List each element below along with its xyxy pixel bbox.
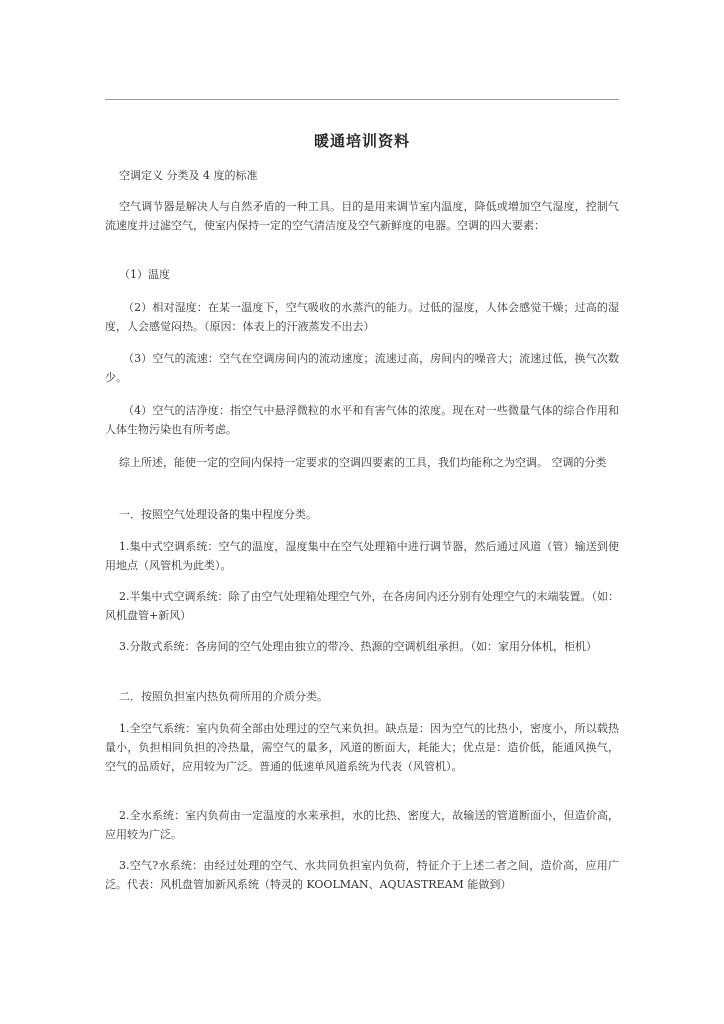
section-heading-by-concentration: 一．按照空气处理设备的集中程度分类。 bbox=[119, 508, 317, 521]
section-heading-definition: 空调定义 分类及 4 度的标准 bbox=[119, 169, 258, 182]
paragraph-element-humidity: （2）相对湿度：在某一温度下，空气吸收的水蒸汽的能力。过低的湿度，人体会感觉干燥；过高的湿度，人会感觉闷热。（原因：体表上的汗液蒸发不出去） bbox=[105, 301, 619, 333]
paragraph-air-conditioner-definition: 空气调节器是解决人与自然矛盾的一种工具。目的是用来调节室内温度，降低或增加空气湿度，控制气流速度并过滤空气，使室内保持一定的空气清洁度及空气新鲜度的电器。空调的四大要素： bbox=[105, 200, 619, 232]
paragraph-semi-centralized-system: 2.半集中式空调系统：除了由空气处理箱处理空气外，在各房间内还分别有处理空气的末端装置。（如：风机盘管+新风） bbox=[105, 590, 619, 622]
paragraph-air-water-system: 3.空气?水系统：由经过处理的空气、水共同负担室内负荷，特征介于上述二者之间，造价高，应用广泛。代表：风机盘管加新风系统（特灵的 KOOLMAN、AQUASTREAM 能做到） bbox=[105, 859, 619, 891]
header-rule bbox=[105, 99, 619, 100]
paragraph-element-airflow: （3）空气的流速：空气在空调房间内的流动速度；流速过高，房间内的噪音大；流速过低，换气次数少。 bbox=[105, 352, 619, 384]
paragraph-centralized-system: 1.集中式空调系统：空气的温度，湿度集中在空气处理箱中进行调节器，然后通过风道（管）输送到使用地点（风管机为此类）。 bbox=[105, 540, 619, 572]
paragraph-element-cleanliness: （4）空气的洁净度：指空气中悬浮微粒的水平和有害气体的浓度。现在对一些微量气体的综合作用和人体生物污染也有所考虑。 bbox=[105, 404, 619, 436]
document-title: 暖通培训资料 bbox=[313, 132, 410, 150]
paragraph-all-air-system: 1.全空气系统：室内负荷全部由处理过的空气来负担。缺点是：因为空气的比热小，密度小，所以载热量小，负担相同负担的冷热量，需空气的量多，风道的断面大，耗能大；优点是：造价低，能通风换气，空气的品质好，应用较为广泛。普通的低速单风道系统为代表（风管机）。 bbox=[105, 722, 619, 773]
paragraph-element-temperature: （1）温度 bbox=[119, 268, 170, 281]
paragraph-summary: 综上所述，能使一定的空间内保持一定要求的空调四要素的工具，我们均能称之为空调。 空调的分类 bbox=[119, 456, 607, 469]
paragraph-all-water-system: 2.全水系统：室内负荷由一定温度的水来承担，水的比热、密度大，故输送的管道断面小，但造价高，应用较为广泛。 bbox=[105, 809, 619, 841]
paragraph-decentralized-system: 3.分散式系统：各房间的空气处理由独立的带冷、热源的空调机组承担。（如：家用分体机，柜机） bbox=[119, 640, 597, 653]
section-heading-by-medium: 二．按照负担室内热负荷所用的介质分类。 bbox=[119, 690, 328, 703]
